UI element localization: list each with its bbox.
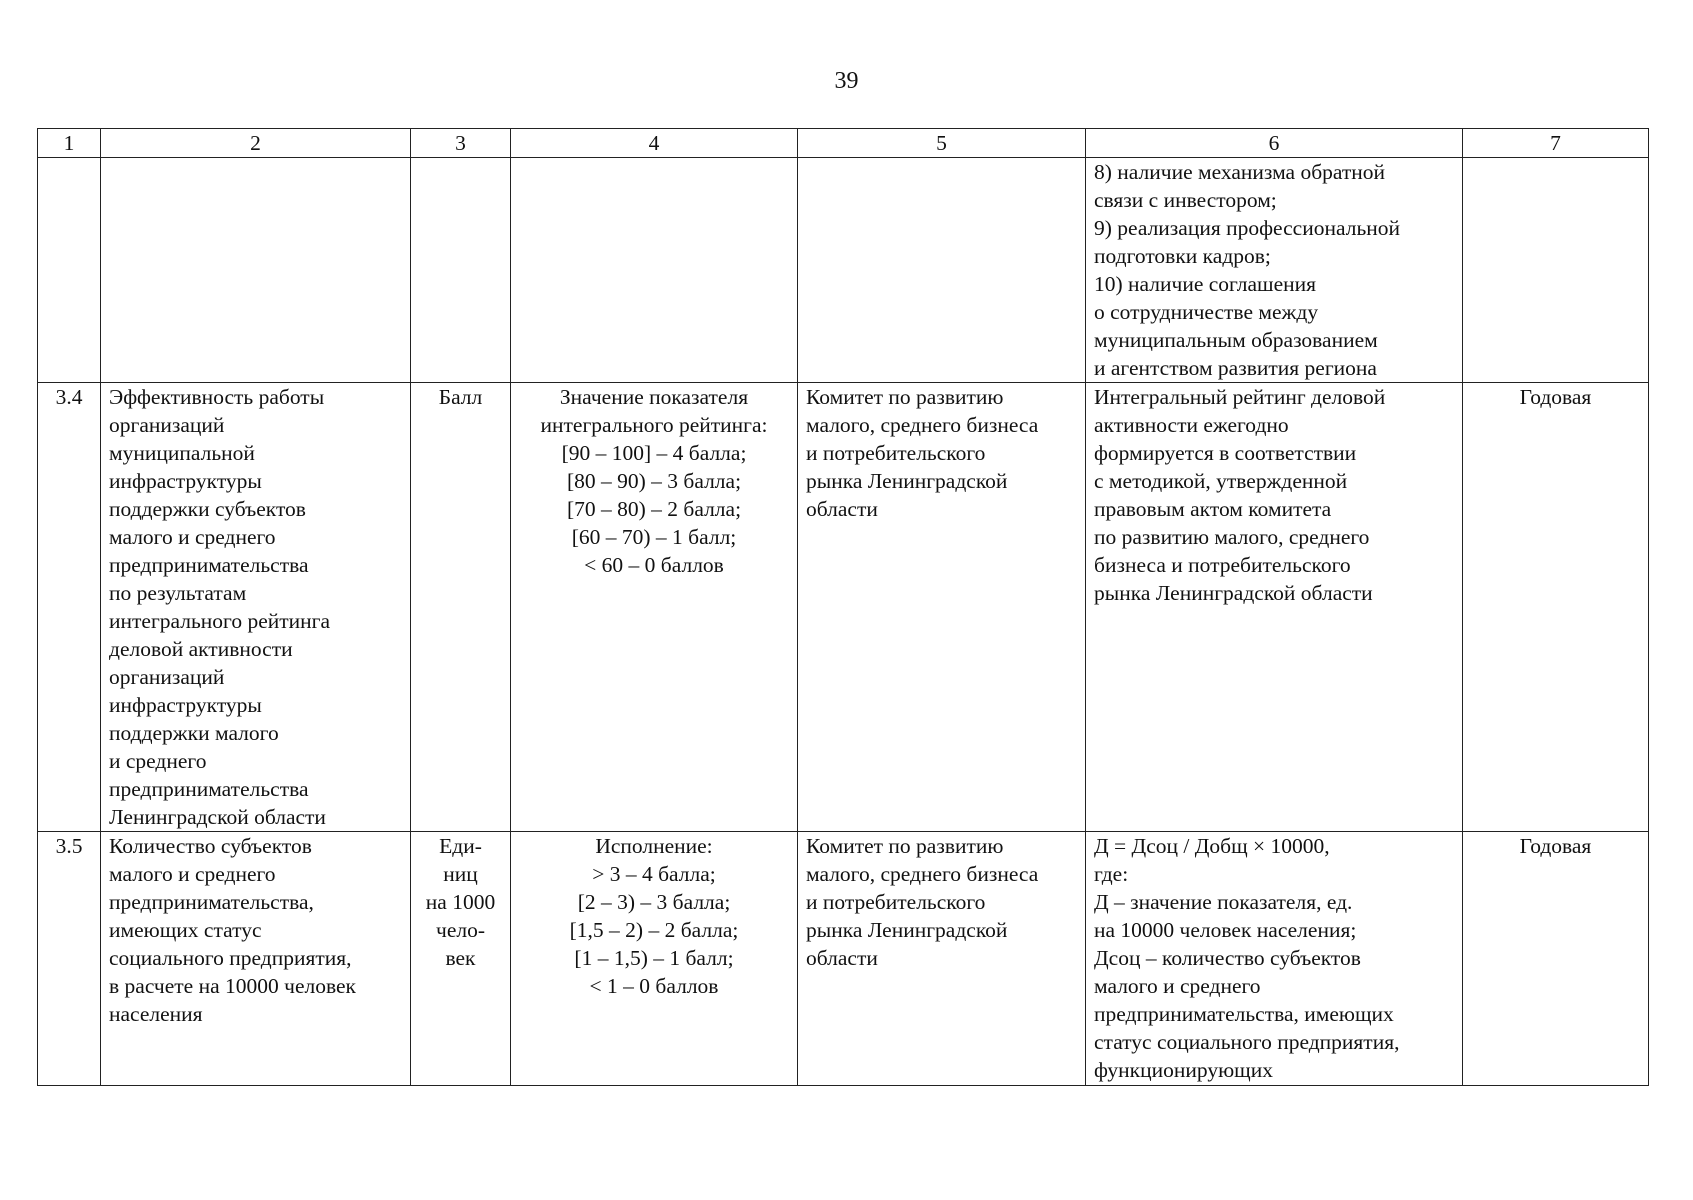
criteria-cell	[511, 158, 798, 383]
cell-line: Дсоц – количество субъектов	[1094, 946, 1361, 970]
criteria-cell	[511, 832, 798, 1086]
cell-line: [80 – 90) – 3 балла;	[566, 469, 742, 493]
method-cell	[1086, 158, 1463, 383]
cell-line: [1,5 – 2) – 2 балла;	[569, 918, 739, 942]
cell-line: правовым актом комитета	[1094, 497, 1332, 521]
page-number: 39	[834, 68, 859, 94]
cell-line: муниципальной	[109, 441, 255, 465]
cell-line: о сотрудничестве между	[1094, 300, 1319, 324]
responsible-cell	[798, 832, 1086, 1086]
period-cell: Годовая	[1463, 832, 1649, 1086]
cell-line: век	[445, 946, 476, 970]
cell-line: с методикой, утвержденной	[1094, 469, 1348, 493]
cell-line: инфраструктуры	[109, 693, 262, 717]
cell-line: рынка Ленинградской	[806, 469, 1008, 493]
cell-line: 9) реализация профессиональной	[1094, 216, 1401, 240]
column-number: 6	[1086, 129, 1463, 158]
indicator-cell	[101, 158, 411, 383]
cell-line: и потребительского	[806, 890, 986, 914]
responsible-cell	[798, 383, 1086, 832]
cell-line: на 1000	[425, 890, 496, 914]
row-number	[38, 158, 101, 383]
column-number-row	[38, 129, 1649, 158]
cell-line: Значение показателя	[559, 385, 749, 409]
cell-line: связи с инвестором;	[1094, 188, 1277, 212]
cell-line: [70 – 80) – 2 балла;	[566, 497, 742, 521]
table-row	[38, 383, 1649, 832]
cell-line: поддержки субъектов	[109, 497, 306, 521]
cell-line: деловой активности	[109, 637, 293, 661]
column-number: 4	[511, 129, 798, 158]
indicator-cell	[101, 383, 411, 832]
method-cell	[1086, 383, 1463, 832]
cell-line: организаций	[109, 665, 225, 689]
cell-line: рынка Ленинградской области	[1094, 581, 1373, 605]
indicator-cell	[101, 832, 411, 1086]
unit-cell	[411, 383, 511, 832]
cell-line: Интегральный рейтинг деловой	[1094, 385, 1386, 409]
period-cell: Годовая	[1463, 383, 1649, 832]
cell-line: [1 – 1,5) – 1 балл;	[574, 946, 734, 970]
cell-line: предпринимательства, имеющих	[1094, 1002, 1394, 1026]
cell-line: в расчете на 10000 человек	[109, 974, 356, 998]
cell-line: подготовки кадров;	[1094, 244, 1271, 268]
cell-line: по развитию малого, среднего	[1094, 525, 1370, 549]
cell-line: малого и среднего	[109, 862, 276, 886]
responsible-cell	[798, 158, 1086, 383]
cell-line: ниц	[443, 862, 478, 886]
table-row	[38, 832, 1649, 1086]
cell-line: малого и среднего	[1094, 974, 1261, 998]
unit-cell	[411, 158, 511, 383]
cell-line: Д – значение показателя, ед.	[1094, 890, 1353, 914]
cell-line: малого, среднего бизнеса	[806, 862, 1039, 886]
cell-line: Количество субъектов	[109, 834, 312, 858]
cell-line: Еди-	[439, 834, 482, 858]
cell-line: предпринимательства	[109, 553, 309, 577]
cell-line: инфраструктуры	[109, 469, 262, 493]
column-number: 7	[1463, 129, 1649, 158]
cell-line: > 3 – 4 балла;	[592, 862, 716, 886]
cell-line: области	[806, 497, 878, 521]
method-cell	[1086, 832, 1463, 1086]
cell-line: 10) наличие соглашения	[1094, 272, 1317, 296]
cell-line: чело-	[436, 918, 485, 942]
unit-cell	[411, 832, 511, 1086]
cell-line: по результатам	[109, 581, 247, 605]
column-number: 1	[38, 129, 101, 158]
period-cell	[1463, 158, 1649, 383]
cell-line: населения	[109, 1002, 203, 1026]
cell-line: < 60 – 0 баллов	[584, 553, 724, 577]
cell-line: где:	[1094, 862, 1129, 886]
cell-line: интегрального рейтинга	[109, 609, 331, 633]
cell-line: предпринимательства	[109, 777, 309, 801]
cell-line: < 1 – 0 баллов	[589, 974, 719, 998]
cell-line: Д = Дсоц / Добщ × 10000,	[1094, 834, 1330, 858]
cell-line: области	[806, 946, 878, 970]
cell-line: малого, среднего бизнеса	[806, 413, 1039, 437]
column-number: 2	[101, 129, 411, 158]
cell-line: функционирующих	[1094, 1058, 1273, 1082]
criteria-cell	[511, 383, 798, 832]
row-number: 3.5	[38, 832, 101, 1086]
row-number: 3.4	[38, 383, 101, 832]
cell-line: Исполнение:	[595, 834, 713, 858]
cell-line: Комитет по развитию	[806, 834, 1004, 858]
indicator-table	[37, 128, 1649, 1086]
cell-line: предпринимательства,	[109, 890, 314, 914]
cell-line: Ленинградской области	[109, 805, 326, 829]
cell-line: организаций	[109, 413, 225, 437]
cell-line: [60 – 70) – 1 балл;	[571, 525, 737, 549]
cell-line: Эффективность работы	[109, 385, 325, 409]
cell-line: муниципальным образованием	[1094, 328, 1378, 352]
cell-line: статус социального предприятия,	[1094, 1030, 1400, 1054]
cell-line: и потребительского	[806, 441, 986, 465]
cell-line: [2 – 3) – 3 балла;	[577, 890, 731, 914]
column-number: 3	[411, 129, 511, 158]
cell-line: Балл	[438, 385, 483, 409]
cell-line: имеющих статус	[109, 918, 262, 942]
cell-line: активности ежегодно	[1094, 413, 1289, 437]
cell-line: и среднего	[109, 749, 207, 773]
cell-line: 8) наличие механизма обратной	[1094, 160, 1386, 184]
cell-line: на 10000 человек населения;	[1094, 918, 1357, 942]
cell-line: [90 – 100] – 4 балла;	[561, 441, 747, 465]
cell-line: рынка Ленинградской	[806, 918, 1008, 942]
cell-line: Комитет по развитию	[806, 385, 1004, 409]
table-row	[38, 158, 1649, 383]
cell-line: интегрального рейтинга:	[540, 413, 768, 437]
cell-line: социального предприятия,	[109, 946, 352, 970]
column-number: 5	[798, 129, 1086, 158]
cell-line: бизнеса и потребительского	[1094, 553, 1351, 577]
cell-line: малого и среднего	[109, 525, 276, 549]
cell-line: поддержки малого	[109, 721, 279, 745]
cell-line: формируется в соответствии	[1094, 441, 1357, 465]
cell-line: и агентством развития региона	[1094, 356, 1377, 380]
